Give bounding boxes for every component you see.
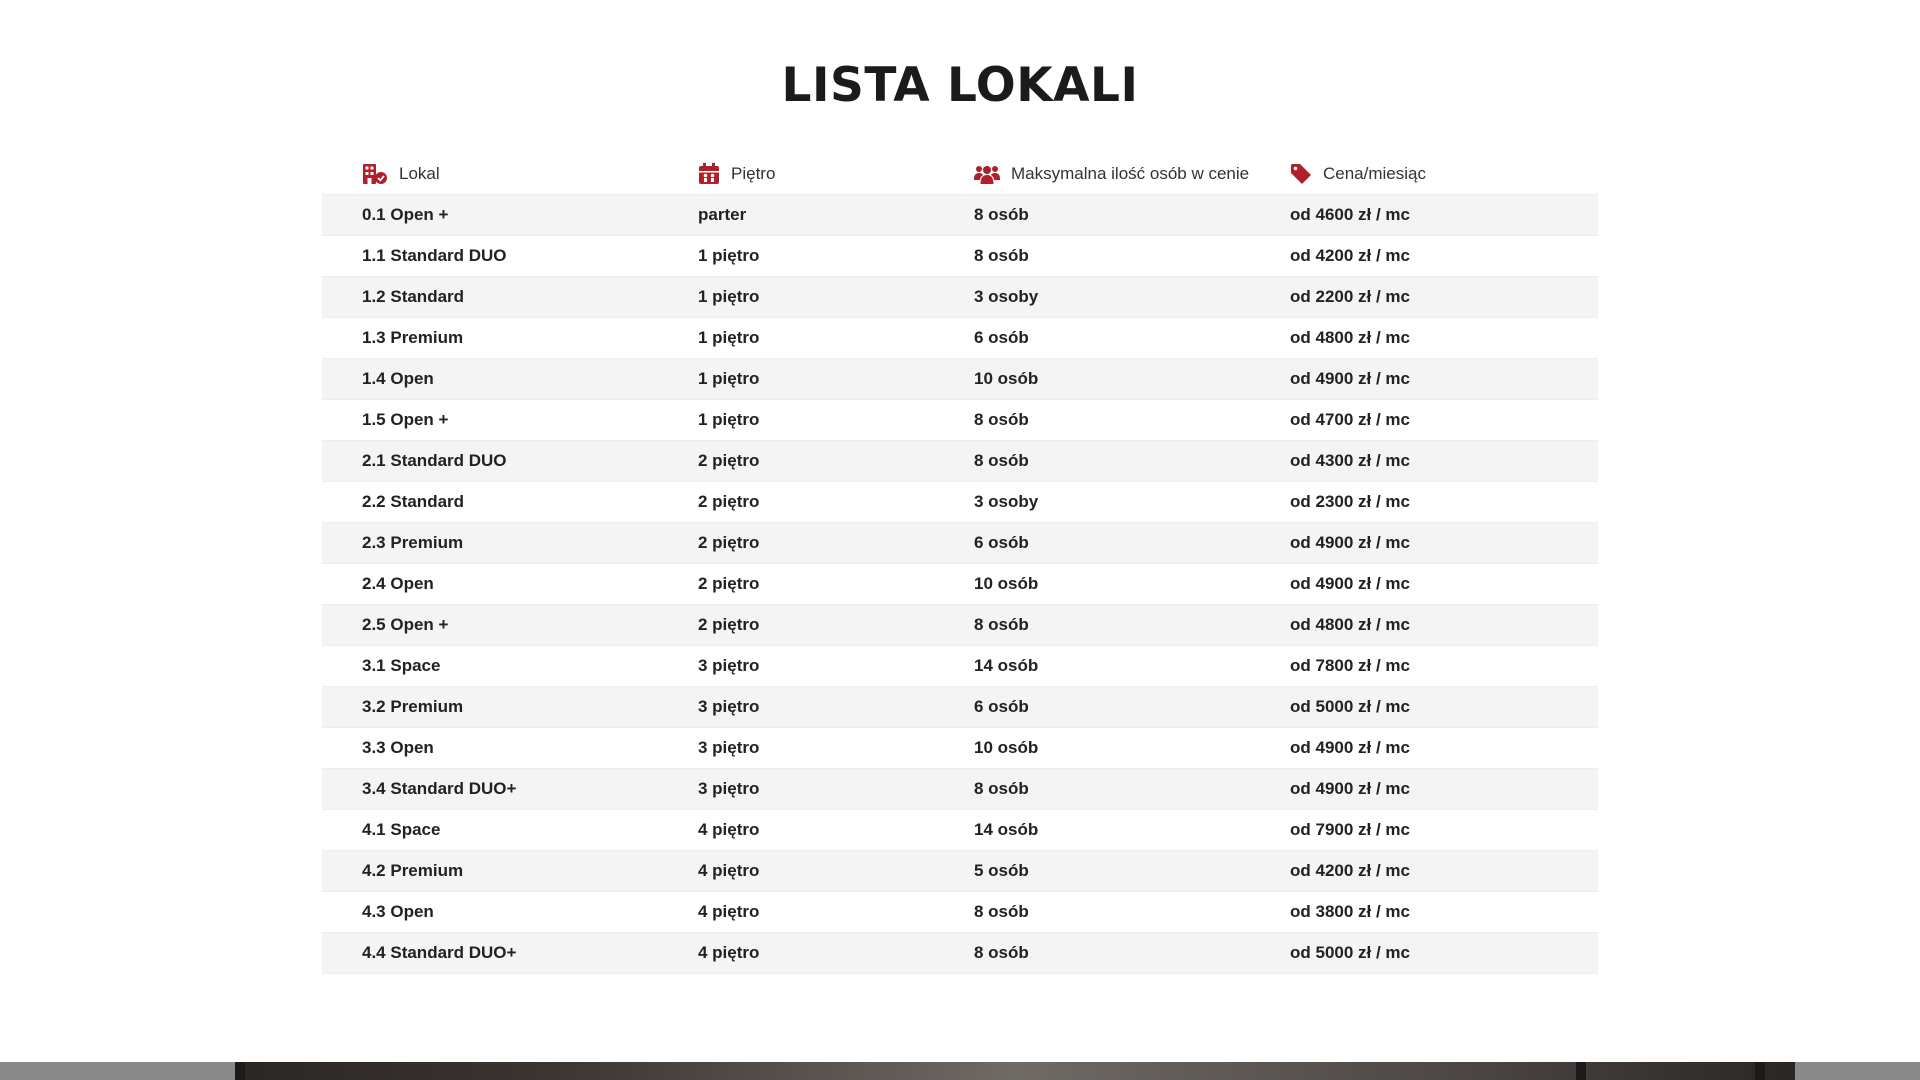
header-label: Piętro <box>731 164 776 183</box>
cell-price: od 4600 zł / mc <box>1290 205 1410 224</box>
cell-price: od 5000 zł / mc <box>1290 943 1410 962</box>
cell-lokal: 2.4 Open <box>362 574 434 593</box>
cell-max-people: 5 osób <box>974 861 1029 880</box>
cell-lokal: 3.4 Standard DUO+ <box>362 779 517 798</box>
cell-pietro: 1 piętro <box>698 410 760 429</box>
header-lokal <box>322 163 658 185</box>
building-check-icon <box>362 163 388 185</box>
cell-max-people: 10 osób <box>974 738 1039 757</box>
cell-price: od 4200 zł / mc <box>1290 246 1410 265</box>
cell-pietro: 1 piętro <box>698 287 760 306</box>
cell-lokal: 4.2 Premium <box>362 861 464 880</box>
cell-lokal: 3.3 Open <box>362 738 434 757</box>
cell-pietro: 2 piętro <box>698 492 760 511</box>
cell-lokal: 2.3 Premium <box>362 533 464 552</box>
table-row <box>322 564 1598 605</box>
table-row <box>322 687 1598 728</box>
cell-price: od 4800 zł / mc <box>1290 615 1410 634</box>
cell-max-people: 8 osób <box>974 205 1029 224</box>
table-header <box>322 154 1598 195</box>
cell-price: od 4700 zł / mc <box>1290 410 1410 429</box>
table-row <box>322 195 1598 236</box>
cell-max-people: 8 osób <box>974 246 1029 265</box>
cell-price: od 4200 zł / mc <box>1290 861 1410 880</box>
table-row <box>322 523 1598 564</box>
cell-lokal: 0.1 Open + <box>362 205 449 224</box>
cell-lokal: 1.4 Open <box>362 369 434 388</box>
table-row <box>322 482 1598 523</box>
cell-max-people: 8 osób <box>974 779 1029 798</box>
price-tag-icon <box>1290 163 1312 185</box>
table-row <box>322 236 1598 277</box>
cell-max-people: 6 osób <box>974 533 1029 552</box>
cell-price: od 3800 zł / mc <box>1290 902 1410 921</box>
table-row <box>322 400 1598 441</box>
footer-photo-post <box>1755 1062 1765 1080</box>
cell-price: od 4900 zł / mc <box>1290 533 1410 552</box>
cell-max-people: 10 osób <box>974 369 1039 388</box>
cell-max-people: 8 osób <box>974 615 1029 634</box>
cell-pietro: 1 piętro <box>698 369 760 388</box>
cell-max-people: 14 osób <box>974 656 1039 675</box>
cell-pietro: 3 piętro <box>698 697 760 716</box>
cell-lokal: 4.4 Standard DUO+ <box>362 943 517 962</box>
cell-lokal: 2.1 Standard DUO <box>362 451 507 470</box>
header-label: Lokal <box>399 164 440 183</box>
cell-price: od 2200 zł / mc <box>1290 287 1410 306</box>
header-label: Cena/miesiąc <box>1323 164 1426 183</box>
table-row <box>322 277 1598 318</box>
table-row <box>322 646 1598 687</box>
cell-price: od 4900 zł / mc <box>1290 738 1410 757</box>
cell-lokal: 2.5 Open + <box>362 615 449 634</box>
cell-pietro: parter <box>698 205 747 224</box>
cell-max-people: 14 osób <box>974 820 1039 839</box>
header-label: Maksymalna ilość osób w cenie <box>1011 164 1250 183</box>
cell-pietro: 3 piętro <box>698 779 760 798</box>
cell-pietro: 3 piętro <box>698 656 760 675</box>
cell-pietro: 1 piętro <box>698 246 760 265</box>
cell-price: od 5000 zł / mc <box>1290 697 1410 716</box>
table-row <box>322 851 1598 892</box>
cell-max-people: 8 osób <box>974 902 1029 921</box>
cell-price: od 4800 zł / mc <box>1290 328 1410 347</box>
cell-max-people: 8 osób <box>974 943 1029 962</box>
cell-lokal: 1.1 Standard DUO <box>362 246 507 265</box>
cell-price: od 2300 zł / mc <box>1290 492 1410 511</box>
cell-price: od 4900 zł / mc <box>1290 369 1410 388</box>
cell-lokal: 3.2 Premium <box>362 697 464 716</box>
cell-pietro: 2 piętro <box>698 615 760 634</box>
cell-price: od 4300 zł / mc <box>1290 451 1410 470</box>
cell-lokal: 1.2 Standard <box>362 287 465 306</box>
cell-pietro: 4 piętro <box>698 861 760 880</box>
cell-pietro: 2 piętro <box>698 574 760 593</box>
cell-lokal: 4.1 Space <box>362 820 441 839</box>
table-row <box>322 728 1598 769</box>
cell-max-people: 3 osoby <box>974 287 1039 306</box>
table-row <box>322 933 1598 974</box>
cell-pietro: 1 piętro <box>698 328 760 347</box>
table-row <box>322 441 1598 482</box>
page-title: LISTA LOKALI <box>781 58 1139 113</box>
cell-pietro: 4 piętro <box>698 820 760 839</box>
table-row <box>322 605 1598 646</box>
cell-max-people: 6 osób <box>974 328 1029 347</box>
elevator-icon <box>698 163 720 185</box>
table-row <box>322 769 1598 810</box>
footer-photo <box>235 1062 1795 1080</box>
table-row <box>322 359 1598 400</box>
footer-photo-post <box>235 1062 245 1080</box>
cell-max-people: 8 osób <box>974 451 1029 470</box>
cell-pietro: 4 piętro <box>698 943 760 962</box>
table-row <box>322 810 1598 851</box>
cell-price: od 4900 zł / mc <box>1290 779 1410 798</box>
cell-pietro: 3 piętro <box>698 738 760 757</box>
cell-max-people: 10 osób <box>974 574 1039 593</box>
cell-price: od 7900 zł / mc <box>1290 820 1410 839</box>
users-icon <box>974 164 1000 184</box>
cell-pietro: 2 piętro <box>698 533 760 552</box>
header-price <box>1250 163 1598 185</box>
cell-lokal: 2.2 Standard <box>362 492 465 511</box>
cell-max-people: 8 osób <box>974 410 1029 429</box>
table-body <box>322 195 1598 974</box>
premises-table <box>322 154 1598 974</box>
table-row <box>322 318 1598 359</box>
cell-price: od 7800 zł / mc <box>1290 656 1410 675</box>
cell-lokal: 1.5 Open + <box>362 410 449 429</box>
cell-lokal: 3.1 Space <box>362 656 441 675</box>
header-pietro <box>658 163 934 185</box>
header-max-people <box>934 164 1250 184</box>
table-row <box>322 892 1598 933</box>
footer-photo-post <box>1576 1062 1586 1080</box>
cell-max-people: 3 osoby <box>974 492 1039 511</box>
cell-lokal: 1.3 Premium <box>362 328 464 347</box>
cell-price: od 4900 zł / mc <box>1290 574 1410 593</box>
cell-lokal: 4.3 Open <box>362 902 434 921</box>
cell-max-people: 6 osób <box>974 697 1029 716</box>
cell-pietro: 4 piętro <box>698 902 760 921</box>
cell-pietro: 2 piętro <box>698 451 760 470</box>
